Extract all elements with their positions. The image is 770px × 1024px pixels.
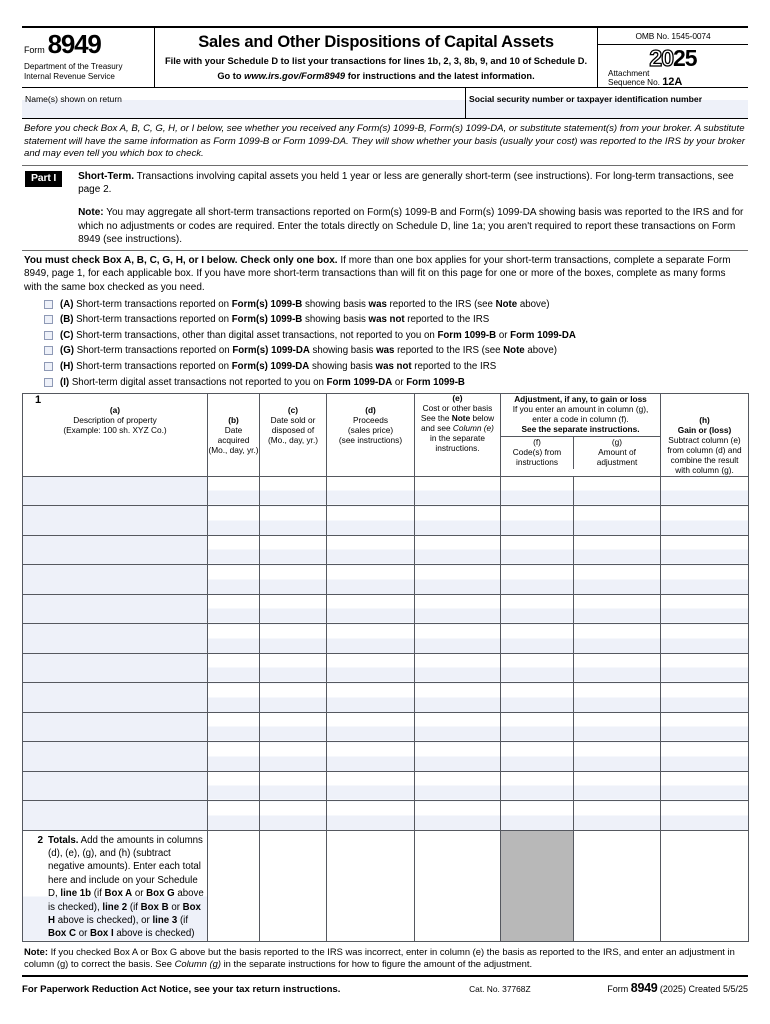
omb-year-block (598, 28, 748, 87)
checkbox-i-label: (I) Short-term digital asset transactions not reported to you on Form 1099-DA or Form 1099-B (60, 376, 465, 388)
col-e-line-5: instructions. (435, 442, 480, 453)
irs-url-link[interactable]: www.irs.gov/Form8949 (244, 71, 346, 82)
cell-cost-basis-12[interactable] (415, 801, 501, 831)
bottom-note-text: If you checked Box A or Box G above but the basis reported to the IRS was incorrect, enter in column (e) the basis as reported to the IRS, and enter an adjustment in column (g) to correct the basis. See Column (g) in the separate instructions for how to figure the amount of the adjustment. (24, 945, 735, 970)
table-row (23, 565, 749, 595)
col-b-line-2: (Mo., day, yr.) (208, 444, 259, 455)
short-term-heading: Short-Term. (78, 170, 134, 182)
adjustment-note-2: enter a code in column (f). (532, 413, 629, 424)
cell-date-sold-9[interactable] (260, 712, 327, 742)
checkbox-g[interactable] (44, 346, 53, 355)
cell-cost-basis-8[interactable] (415, 683, 501, 713)
checkbox-b-label: (B) Short-term transactions reported on Form(s) 1099-B showing basis was not reported to the IRS (60, 314, 490, 326)
footer-form-word: Form (607, 983, 629, 994)
form-number: 8949 (47, 29, 101, 59)
col-g-line-2: adjustment (596, 456, 638, 467)
cell-proceeds-4[interactable] (327, 565, 415, 595)
tax-year (598, 46, 748, 70)
cell-code-8[interactable] (501, 683, 574, 713)
cell-date-acquired-9[interactable] (208, 712, 260, 742)
table-row (23, 535, 749, 565)
col-e-line-3: and see Column (e) (421, 422, 494, 433)
table-row (23, 653, 749, 683)
col-f-line-2: instructions (516, 456, 558, 467)
adjustment-title-block (501, 394, 660, 437)
cell-gain-loss-4[interactable] (661, 565, 749, 595)
cell-code-11[interactable] (501, 771, 574, 801)
cell-adjustment-5[interactable] (574, 594, 661, 624)
cell-gain-loss-9[interactable] (661, 712, 749, 742)
adjustment-title: Adjustment, if any, to gain or loss (514, 394, 647, 405)
cell-proceeds-12[interactable] (327, 801, 415, 831)
cell-date-acquired-10[interactable] (208, 742, 260, 772)
bottom-note (22, 942, 748, 977)
cell-gain-loss-6[interactable] (661, 624, 749, 654)
cell-code-6[interactable] (501, 624, 574, 654)
col-b-letter: (b) (228, 415, 239, 426)
cell-date-acquired-11[interactable] (208, 771, 260, 801)
cell-gain-loss-11[interactable] (661, 771, 749, 801)
cell-code-10[interactable] (501, 742, 574, 772)
cell-code-5[interactable] (501, 594, 574, 624)
cell-adjustment-7[interactable] (574, 653, 661, 683)
col-f-line-1: Code(s) from (512, 446, 562, 457)
column-header-f (501, 437, 574, 470)
column-header-e (415, 394, 501, 476)
checkbox-b[interactable] (44, 315, 53, 324)
name-field[interactable] (22, 88, 466, 118)
part-1-note (78, 206, 748, 247)
table-row (23, 594, 749, 624)
cell-adjustment-12[interactable] (574, 801, 661, 831)
cell-adjustment-4[interactable] (574, 565, 661, 595)
page-title: Sales and Other Dispositions of Capital Assets (198, 33, 554, 51)
cell-adjustment-8[interactable] (574, 683, 661, 713)
col-d-line-2: (sales price) (347, 424, 394, 435)
checkbox-row-a[interactable] (44, 298, 748, 314)
bottom-note-label: Note: (24, 945, 48, 957)
sequence-number: 12A (662, 76, 683, 89)
cell-proceeds-1[interactable] (327, 476, 415, 506)
checkbox-row-h[interactable] (44, 360, 748, 376)
cell-date-sold-1[interactable] (260, 476, 327, 506)
col-d-line-1: Proceeds (352, 415, 389, 425)
col-d-letter: (d) (365, 405, 376, 416)
cell-desc-7[interactable] (23, 653, 208, 683)
cell-desc-1[interactable] (23, 476, 208, 506)
cell-desc-3[interactable] (23, 535, 208, 565)
note-label: Note: (78, 206, 104, 218)
cell-date-sold-11[interactable] (260, 771, 327, 801)
totals-description-cell (23, 830, 208, 941)
checkbox-row-i[interactable] (44, 376, 748, 392)
cell-date-acquired-12[interactable] (208, 801, 260, 831)
cell-adjustment-6[interactable] (574, 624, 661, 654)
form-title-block (155, 28, 598, 87)
cell-date-acquired-5[interactable] (208, 594, 260, 624)
checkbox-c[interactable] (44, 331, 53, 340)
cell-adjustment-9[interactable] (574, 712, 661, 742)
col-e-line-4: in the separate (430, 432, 485, 443)
col-e-letter: (e) (452, 393, 463, 404)
cell-code-12[interactable] (501, 801, 574, 831)
col-h-letter: (h) (699, 415, 710, 426)
omb-number: OMB No. 1545-0074 (598, 28, 748, 45)
cell-adjustment-3[interactable] (574, 535, 661, 565)
transactions-table (22, 393, 749, 942)
note-body: You may aggregate all short-term transactions reported on Form(s) 1099-B and Form(s) 1099-DA showing basis was reported to the IRS and for which no adjustments or codes are required. Enter the totals directly on Schedule D, line 1a; you aren't required to report these transactions on Form 8949 (see instructions). (78, 206, 744, 246)
cell-cost-basis-2[interactable] (415, 506, 501, 536)
goto-suffix: for instructions and the latest information. (345, 71, 535, 82)
form-word-label: Form (24, 45, 45, 55)
cell-code-4[interactable] (501, 565, 574, 595)
cell-date-acquired-1[interactable] (208, 476, 260, 506)
cell-date-sold-4[interactable] (260, 565, 327, 595)
col-a-letter: (a) (109, 405, 121, 415)
column-header-d (327, 394, 415, 476)
cell-date-sold-3[interactable] (260, 535, 327, 565)
must-check-lead (24, 255, 338, 266)
cell-proceeds-6[interactable] (327, 624, 415, 654)
checkbox-row-g[interactable] (44, 344, 748, 360)
col-a-line-1: Description of property (73, 414, 157, 425)
part-1-text (62, 170, 748, 247)
cell-desc-8[interactable] (23, 683, 208, 713)
table-row (23, 801, 749, 831)
col-c-letter: (c) (287, 405, 299, 416)
col-a-line-2: (Example: 100 sh. XYZ Co.) (63, 424, 167, 435)
cell-date-sold-8[interactable] (260, 683, 327, 713)
table-row (23, 624, 749, 654)
cell-date-sold-2[interactable] (260, 506, 327, 536)
department-line-2: Internal Revenue Service (24, 71, 115, 81)
totals-cell-h[interactable] (661, 830, 749, 941)
cell-code-7[interactable] (501, 653, 574, 683)
cell-date-acquired-3[interactable] (208, 535, 260, 565)
form-sheet (22, 26, 748, 995)
ssn-field[interactable] (466, 88, 748, 118)
tax-year-block (598, 45, 748, 88)
form-header (22, 26, 748, 88)
cell-cost-basis-9[interactable] (415, 712, 501, 742)
col-d-line-3: (see instructions) (338, 434, 403, 445)
table-row (23, 683, 749, 713)
cell-desc-2[interactable] (23, 506, 208, 536)
name-field-label: Name(s) shown on return (25, 94, 122, 104)
sequence-label: Sequence No. (608, 78, 660, 88)
totals-text: Totals. Add the amounts in columns (d), (e), (g), and (h) (subtract negative amounts). Enter each total here and include on your Schedule D, line 1b (if Box A or Box G above is checked), line 2 (if Box B or Box H above is checked), or line 3 (if Box C or Box I above is checked) (48, 834, 204, 940)
cell-cost-basis-4[interactable] (415, 565, 501, 595)
adjustment-subcolumns (501, 437, 660, 470)
col-e-line-2: See the Note below (420, 412, 495, 423)
footer-form-number: 8949 (630, 980, 658, 995)
catalog-number: Cat. No. 37768Z (469, 983, 531, 994)
cell-code-9[interactable] (501, 712, 574, 742)
tax-year-prefix: 20 (649, 45, 673, 71)
must-check-lead-text: You must check Box A, B, C, G, H, or I below. Check only one box. (24, 254, 338, 266)
checkbox-row-b[interactable] (44, 313, 748, 329)
cell-adjustment-10[interactable] (574, 742, 661, 772)
checkbox-h[interactable] (44, 362, 53, 371)
cell-gain-loss-10[interactable] (661, 742, 749, 772)
part-1-block (22, 166, 748, 251)
cell-adjustment-2[interactable] (574, 506, 661, 536)
cell-gain-loss-1[interactable] (661, 476, 749, 506)
col-f-letter: (f) (533, 436, 541, 447)
cell-date-sold-10[interactable] (260, 742, 327, 772)
cell-proceeds-5[interactable] (327, 594, 415, 624)
part-1-tag: Part I (25, 171, 62, 187)
box-selection-list (22, 297, 748, 392)
adjustment-note-3: See the separate instructions. (521, 423, 640, 434)
cell-proceeds-2[interactable] (327, 506, 415, 536)
checkbox-row-c[interactable] (44, 329, 748, 345)
cell-proceeds-11[interactable] (327, 771, 415, 801)
col-c-line-1: Date sold or (270, 415, 316, 425)
cell-date-acquired-8[interactable] (208, 683, 260, 713)
taxpayer-identity-row (22, 88, 748, 119)
cell-desc-4[interactable] (23, 565, 208, 595)
table-row (23, 476, 749, 506)
totals-row (23, 830, 749, 941)
short-term-body: Transactions involving capital assets you held 1 year or less are generally short-term (see instructions). For long-term transactions, see page 2. (78, 170, 734, 196)
cell-proceeds-9[interactable] (327, 712, 415, 742)
must-check-paragraph (22, 251, 748, 297)
sequence-line (608, 78, 748, 87)
goto-prefix: Go to (217, 71, 245, 82)
footer-created: Created 5/5/25 (688, 983, 748, 994)
checkbox-c-label: (C) Short-term transactions, other than digital asset transactions, not reported to you on Form 1099-B or Form 1099-DA (60, 329, 576, 341)
cell-code-3[interactable] (501, 535, 574, 565)
column-header-adjustment (501, 394, 661, 476)
cell-desc-11[interactable] (23, 771, 208, 801)
cell-gain-loss-12[interactable] (661, 801, 749, 831)
cell-adjustment-1[interactable] (574, 476, 661, 506)
part-1-short-term (78, 170, 748, 197)
totals-cell-e[interactable] (415, 830, 501, 941)
table-footer (23, 830, 749, 941)
must-check-rest: If more than one box applies for your short-term transactions, complete a separate Form 8949, page 1, for each applicable box. If you have more short-term transactions than will fit on this page for one or more of the boxes, complete as many forms with the same box checked as you need. (24, 254, 731, 293)
cell-date-sold-6[interactable] (260, 624, 327, 654)
cell-cost-basis-7[interactable] (415, 653, 501, 683)
col-g-letter: (g) (611, 436, 623, 447)
cell-cost-basis-1[interactable] (415, 476, 501, 506)
column-header-b (208, 394, 260, 476)
ssn-field-label: Social security number or taxpayer identification number (469, 94, 703, 104)
form-identity-block (22, 28, 155, 87)
column-header-h (661, 394, 749, 476)
cell-date-acquired-7[interactable] (208, 653, 260, 683)
attachment-sequence-block (598, 69, 748, 88)
cell-cost-basis-3[interactable] (415, 535, 501, 565)
cell-date-acquired-4[interactable] (208, 565, 260, 595)
col-h-line-4: with column (g). (675, 464, 734, 475)
col-b-line-1: Date acquired (217, 425, 250, 445)
checkbox-h-label: (H) Short-term transactions reported on Form(s) 1099-DA showing basis was not reported to the IRS (60, 360, 497, 372)
table-row (23, 771, 749, 801)
tax-year-suffix: 25 (673, 45, 697, 71)
cell-gain-loss-2[interactable] (661, 506, 749, 536)
cell-date-sold-5[interactable] (260, 594, 327, 624)
checkbox-g-label: (G) Short-term transactions reported on Form(s) 1099-DA showing basis was reported to the IRS (see Note above) (60, 345, 558, 357)
column-header-g (574, 437, 660, 470)
checkbox-a-label: (A) Short-term transactions reported on Form(s) 1099-B showing basis was reported to the IRS (see Note above) (60, 298, 550, 310)
totals-cell-c (260, 830, 327, 941)
cell-proceeds-3[interactable] (327, 535, 415, 565)
department-label (24, 62, 150, 81)
cell-cost-basis-6[interactable] (415, 624, 501, 654)
line-number-1: 1 (35, 394, 42, 407)
checkbox-i[interactable] (44, 378, 53, 387)
totals-cell-d[interactable] (327, 830, 415, 941)
col-e-line-1: Cost or other basis (422, 403, 493, 413)
cell-adjustment-11[interactable] (574, 771, 661, 801)
cell-gain-loss-8[interactable] (661, 683, 749, 713)
cell-proceeds-10[interactable] (327, 742, 415, 772)
form-subtitle-1: File with your Schedule D to list your transactions for lines 1b, 2, 3, 8b, 9, and 10 of Schedule D. (164, 56, 588, 66)
col-h-title: Gain or (loss) (677, 425, 732, 435)
adjustment-note-1: If you enter an amount in column (g), (512, 404, 649, 414)
cell-proceeds-8[interactable] (327, 683, 415, 713)
footer-form-id (607, 981, 748, 995)
cell-code-2[interactable] (501, 506, 574, 536)
cell-cost-basis-11[interactable] (415, 771, 501, 801)
cell-desc-6[interactable] (23, 624, 208, 654)
totals-cell-b (208, 830, 260, 941)
table-header (23, 394, 749, 476)
cell-gain-loss-3[interactable] (661, 535, 749, 565)
paperwork-notice: For Paperwork Reduction Act Notice, see your tax return instructions. (22, 983, 341, 995)
col-c-line-2: disposed of (271, 424, 315, 435)
table-row (23, 712, 749, 742)
column-header-a (23, 394, 208, 476)
cell-gain-loss-7[interactable] (661, 653, 749, 683)
cell-desc-10[interactable] (23, 742, 208, 772)
department-line-1: Department of the Treasury (24, 62, 123, 71)
col-h-line-1: Subtract column (e) (668, 434, 741, 445)
cell-cost-basis-5[interactable] (415, 594, 501, 624)
cell-cost-basis-10[interactable] (415, 742, 501, 772)
table-body (23, 476, 749, 830)
cell-date-acquired-2[interactable] (208, 506, 260, 536)
table-row (23, 506, 749, 536)
form-subtitle-2 (159, 70, 593, 82)
cell-date-acquired-6[interactable] (208, 624, 260, 654)
intro-paragraph: Before you check Box A, B, C, G, H, or I below, see whether you received any Form(s) 1099-B, Form(s) 1099-DA, or substitute statement(s) from your broker. A substitute statement will have the same information as Form 1099-B or Form 1099-DA. They will show whether your basis (usually your cost) was reported to the IRS by your broker and may even tell you which box to check. (22, 119, 748, 166)
line-number-2: 2 (37, 834, 43, 846)
cell-date-sold-7[interactable] (260, 653, 327, 683)
form-number-line (24, 31, 150, 57)
page-footer (22, 977, 748, 995)
cell-date-sold-12[interactable] (260, 801, 327, 831)
col-c-line-3: (Mo., day, yr.) (267, 434, 319, 445)
totals-cell-g[interactable] (574, 830, 661, 941)
cell-desc-5[interactable] (23, 594, 208, 624)
col-h-line-3: combine the result (670, 454, 739, 465)
cell-desc-9[interactable] (23, 712, 208, 742)
cell-gain-loss-5[interactable] (661, 594, 749, 624)
cell-desc-12[interactable] (23, 801, 208, 831)
column-header-c (260, 394, 327, 476)
checkbox-a[interactable] (44, 300, 53, 309)
col-g-line-1: Amount of (598, 446, 636, 457)
totals-cell-f-blocked (501, 830, 574, 941)
footer-year: (2025) (659, 983, 686, 994)
attachment-label: Attachment (608, 69, 650, 78)
table-row (23, 742, 749, 772)
col-h-line-2: from column (d) and (667, 444, 742, 455)
cell-proceeds-7[interactable] (327, 653, 415, 683)
cell-code-1[interactable] (501, 476, 574, 506)
